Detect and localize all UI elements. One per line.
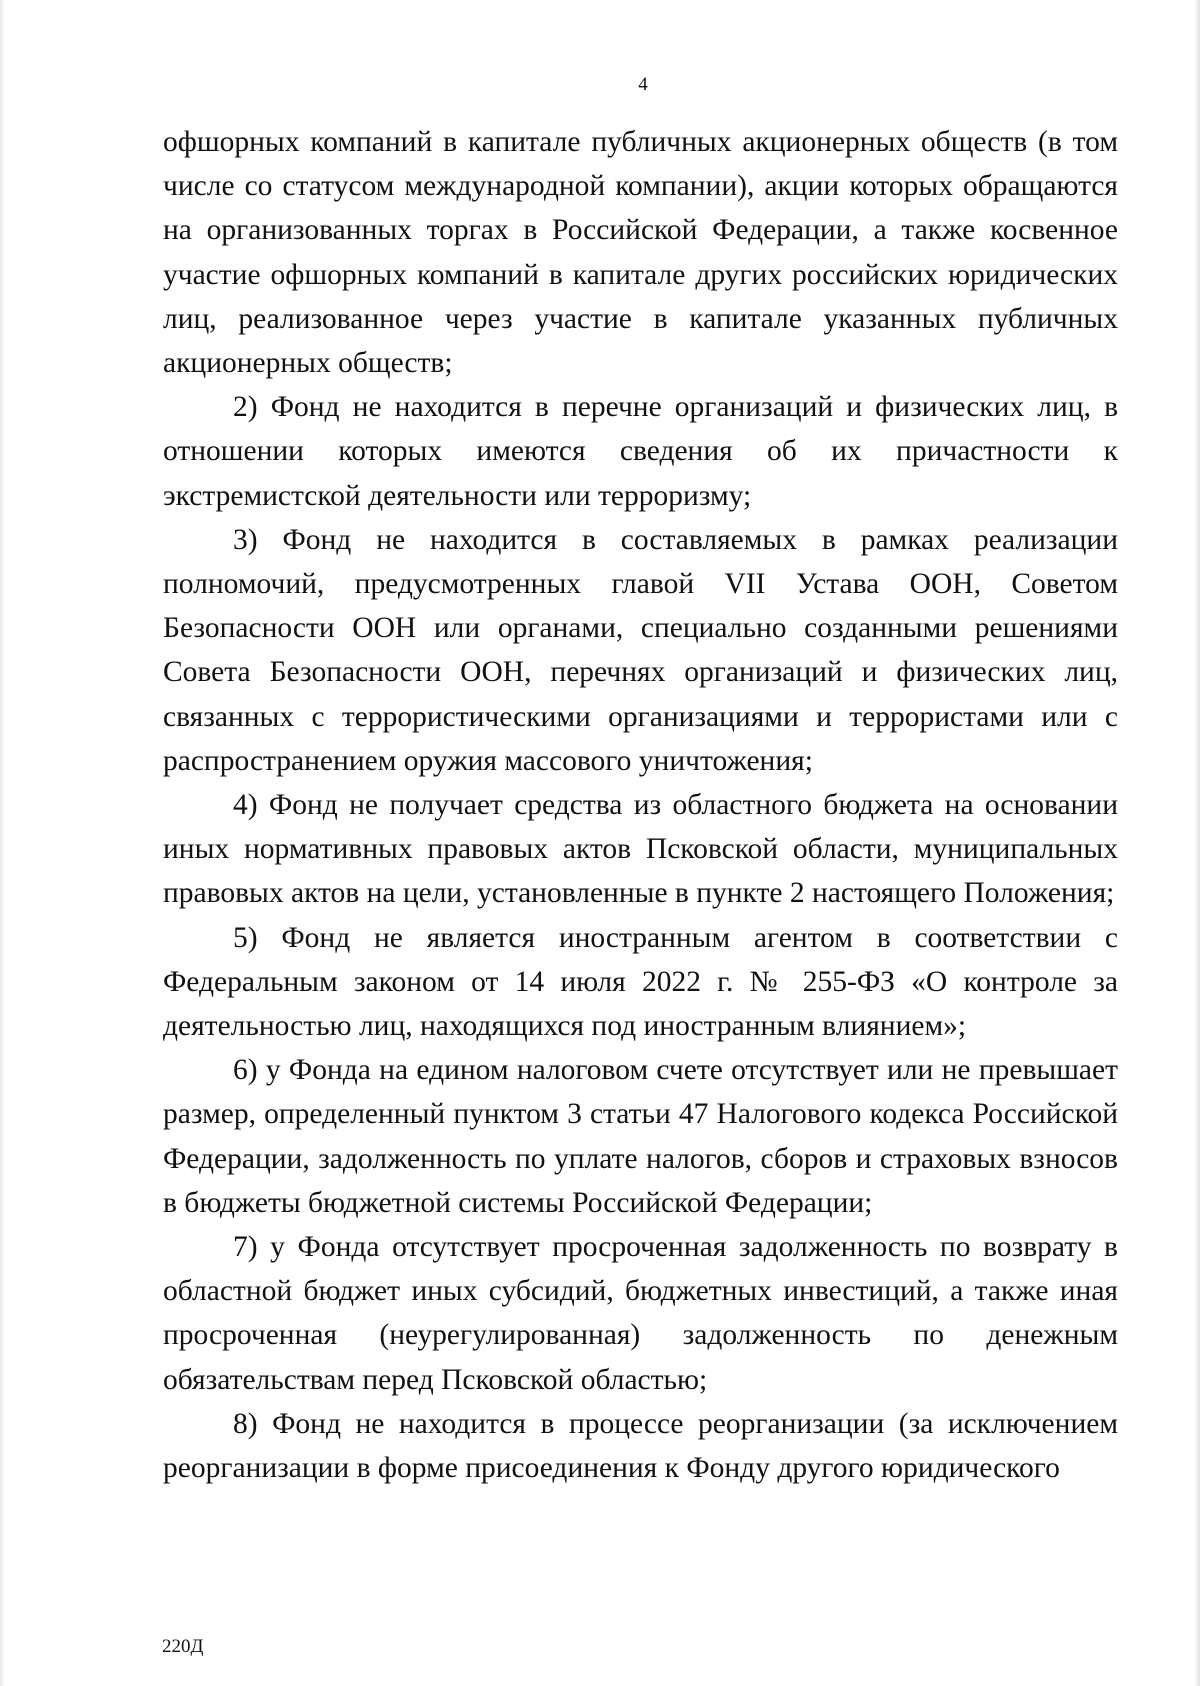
scan-edge-left xyxy=(0,0,5,1686)
list-item-3: 3) Фонд не находится в составляемых в рамках реализации полномочий, предусмотренных главой VII Устава ООН, Советом Безопасности ООН или органами, специально созданными решениями Совета Безопасности ООН, перечнях организаций и физических лиц, связанных с террористическими организациями и террористами или с распространением оружия массового уничтожения; xyxy=(163,523,1118,777)
page-number: 4 xyxy=(638,74,648,95)
list-item-6: 6) у Фонда на едином налоговом счете отсутствует или не превышает размер, определенный пунктом 3 статьи 47 Налогового кодекса Российской Федерации, задолженность по уплате налогов, сборов и страховых взносов в бюджеты бюджетной системы Российской Федерации; xyxy=(163,1054,1118,1219)
document-body xyxy=(163,120,1118,1490)
document-code: 220Д xyxy=(162,1636,204,1657)
list-item-7: 7) у Фонда отсутствует просроченная задолженность по возврату в областной бюджет иных субсидий, бюджетных инвестиций, а также иная просроченная (неурегулированная) задолженность по денежным обязательствам перед Псковской областью; xyxy=(163,1231,1118,1396)
list-item-2: 2) Фонд не находится в перечне организаций и физических лиц, в отношении которых имеются сведения об их причастности к экстремистской деятельности или терроризму; xyxy=(163,391,1118,512)
list-item-5: 5) Фонд не является иностранным агентом в соответствии с Федеральным законом от 14 июля 2022 г. № 255-ФЗ «О контроле за деятельностью лиц, находящихся под иностранным влиянием»; xyxy=(163,921,1118,1043)
scan-edge-right xyxy=(1194,0,1200,1686)
paragraph-continuation: офшорных компаний в капитале публичных акционерных обществ (в том числе со статусом международной компании), акции которых обращаются на организованных торгах в Российской Федерации, а также косвенное участие офшорных компаний в капитале других российских юридических лиц, реализованное через участие в капитале указанных публичных акционерных обществ; xyxy=(163,126,1118,380)
list-item-4: 4) Фонд не получает средства из областного бюджета на основании иных нормативных правовых актов Псковской области, муниципальных правовых актов на цели, установленные в пункте 2 настоящего Положения; xyxy=(163,789,1118,910)
list-item-8: 8) Фонд не находится в процессе реорганизации (за исключением реорганизации в форме присоединения к Фонду другого юридического xyxy=(163,1407,1118,1485)
